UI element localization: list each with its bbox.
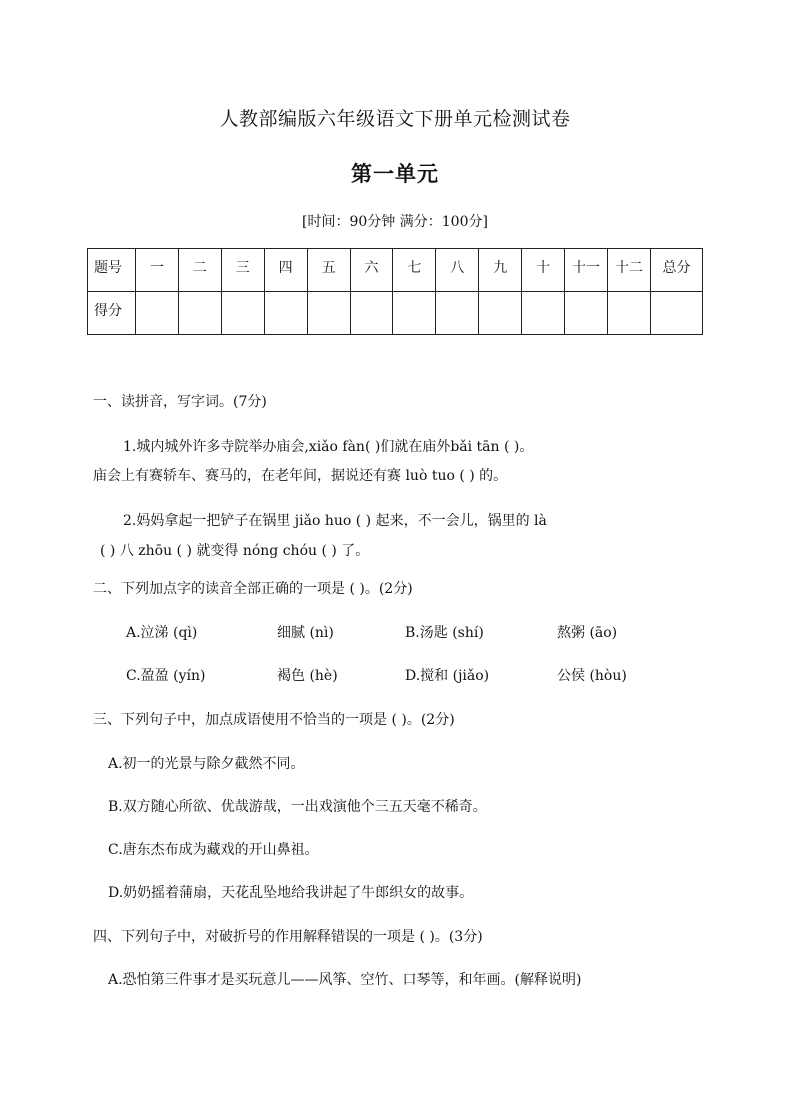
exam-title: 人教部编版六年级语文下册单元检测试卷 [219,108,571,130]
score-cell [607,292,650,335]
q3-option-c: C.唐东杰布成为藏戏的开山鼻祖。 [108,842,319,858]
score-label: 得分 [88,292,136,335]
column-1: 一 [136,249,179,292]
score-cell [565,292,608,335]
q2-option-c1: C.盈盈 (yín) [126,668,206,684]
score-cell [393,292,436,335]
q1-item1-line1: 1.城内城外许多寺院举办庙会,xiǎo fàn( )们就在庙外bǎi tān ( )。 [123,439,534,455]
q2-option-d2: 公侯 (hòu) [557,668,627,684]
score-cell [479,292,522,335]
q1-item2-line2: ( ) 八 zhōu ( ) 就变得 nóng chóu ( ) 了。 [100,543,370,559]
score-cell [350,292,393,335]
q4-heading: 四、下列句子中，对破折号的作用解释错误的一项是 ( )。(3分) [93,929,483,945]
column-4: 四 [264,249,307,292]
time-info: [时间：90分钟 满分：100分] [302,214,488,230]
score-cell [178,292,221,335]
score-cell [436,292,479,335]
score-table-score-row [88,292,703,335]
q1-heading: 一、读拼音，写字词。(7分) [93,394,267,410]
score-cell [307,292,350,335]
column-11: 十一 [565,249,608,292]
column-9: 九 [479,249,522,292]
column-8: 八 [436,249,479,292]
q3-option-a: A.初一的光景与除夕截然不同。 [108,756,305,772]
score-table-header-row [88,249,703,292]
q1-item2-line1: 2.妈妈拿起一把铲子在锅里 jiǎo huo ( ) 起来，不一会儿，锅里的 là [123,513,547,529]
q2-option-a2: 细腻 (nì) [277,625,334,641]
column-6: 六 [350,249,393,292]
q3-option-b: B.双方随心所欲、优哉游哉，一出戏演他个三五天毫不稀奇。 [108,799,487,815]
score-cell [136,292,179,335]
total-label: 总分 [651,249,703,292]
score-cell-total [651,292,703,335]
q2-option-a1: A.泣涕 (qì) [126,625,198,641]
q4-option-a: A.恐怕第三件事才是买玩意儿——风筝、空竹、口琴等，和年画。(解释说明) [108,972,582,988]
q1-item1-line2: 庙会上有赛轿车、赛马的，在老年间，据说还有赛 luò tuo ( ) 的。 [93,468,508,484]
unit-title: 第一单元 [351,161,439,186]
column-2: 二 [178,249,221,292]
column-5: 五 [307,249,350,292]
q2-option-c2: 褐色 (hè) [277,668,338,684]
q2-option-d1: D.搅和 (jiǎo) [405,668,490,684]
question-number-label: 题号 [88,249,136,292]
q2-option-b1: B.汤匙 (shí) [405,625,484,641]
column-12: 十二 [607,249,650,292]
score-cell [221,292,264,335]
score-cell [522,292,565,335]
q2-option-b2: 熬粥 (āo) [557,625,618,641]
column-7: 七 [393,249,436,292]
q3-heading: 三、下列句子中，加点成语使用不恰当的一项是 ( )。(2分) [93,712,455,728]
q3-option-d: D.奶奶摇着蒲扇，天花乱坠地给我讲起了牛郎织女的故事。 [108,885,474,901]
column-3: 三 [221,249,264,292]
column-10: 十 [522,249,565,292]
q2-heading: 二、下列加点字的读音全部正确的一项是 ( )。(2分) [93,581,413,597]
score-table [87,248,703,335]
score-cell [264,292,307,335]
